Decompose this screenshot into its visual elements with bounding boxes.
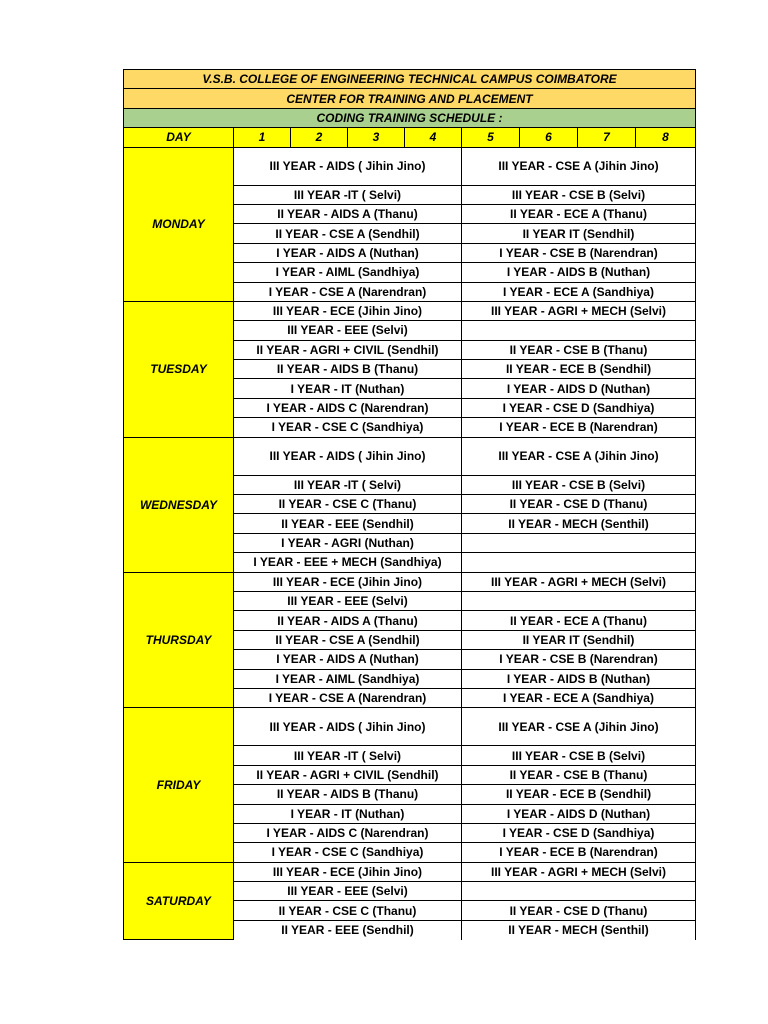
session-periods-1-4: I YEAR - CSE A (Narendran) [234,282,462,301]
session-periods-1-4: III YEAR -IT ( Selvi) [234,746,462,765]
period-header-6: 6 [520,128,578,147]
session-periods-1-4: II YEAR - AIDS B (Thanu) [234,785,462,804]
session-periods-5-8: I YEAR - AIDS D (Nuthan) [462,379,696,398]
session-periods-1-4: II YEAR - AIDS A (Thanu) [234,611,462,630]
session-periods-1-4: II YEAR - AGRI + CIVIL (Sendhil) [234,765,462,784]
session-periods-1-4: II YEAR - CSE C (Thanu) [234,495,462,514]
session-periods-1-4: I YEAR - EEE + MECH (Sandhiya) [234,553,462,572]
schedule-title: CODING TRAINING SCHEDULE : [124,108,696,127]
session-periods-5-8: III YEAR - CSE A (Jihin Jino) [462,147,696,185]
session-periods-1-4: I YEAR - CSE A (Narendran) [234,688,462,707]
session-periods-1-4: III YEAR - ECE (Jihin Jino) [234,572,462,591]
period-header-5: 5 [462,128,520,147]
session-periods-1-4: I YEAR - AGRI (Nuthan) [234,533,462,552]
session-periods-1-4: I YEAR - AIDS C (Narendran) [234,398,462,417]
schedule-body [124,70,696,940]
session-periods-5-8: I YEAR - ECE A (Sandhiya) [462,282,696,301]
schedule-row [124,862,696,881]
session-periods-5-8 [462,882,696,901]
session-periods-1-4: I YEAR - IT (Nuthan) [234,379,462,398]
schedule-row [124,708,696,746]
session-periods-5-8: III YEAR - AGRI + MECH (Selvi) [462,572,696,591]
center-title: CENTER FOR TRAINING AND PLACEMENT [124,89,696,108]
session-periods-5-8: I YEAR - AIDS B (Nuthan) [462,669,696,688]
session-periods-5-8: II YEAR - MECH (Senthil) [462,920,696,939]
session-periods-1-4: I YEAR - AIML (Sandhiya) [234,669,462,688]
session-periods-5-8: II YEAR IT (Sendhil) [462,224,696,243]
period-header-1: 1 [234,128,291,147]
session-periods-1-4: II YEAR - EEE (Sendhil) [234,514,462,533]
session-periods-5-8: II YEAR - CSE D (Thanu) [462,901,696,920]
session-periods-1-4: II YEAR - CSE A (Sendhil) [234,224,462,243]
session-periods-5-8: II YEAR IT (Sendhil) [462,630,696,649]
session-periods-1-4: III YEAR - AIDS ( Jihin Jino) [234,708,462,746]
schedule-row [124,301,696,320]
session-periods-1-4: II YEAR - AIDS B (Thanu) [234,360,462,379]
session-periods-5-8: III YEAR - CSE B (Selvi) [462,746,696,765]
session-periods-5-8: I YEAR - ECE A (Sandhiya) [462,688,696,707]
period-header-2: 2 [291,128,348,147]
period-header-8: 8 [636,128,696,147]
college-title: V.S.B. COLLEGE OF ENGINEERING TECHNICAL CAMPUS COIMBATORE [124,70,696,89]
session-periods-5-8: I YEAR - AIDS D (Nuthan) [462,804,696,823]
session-periods-1-4: III YEAR - ECE (Jihin Jino) [234,862,462,881]
session-periods-5-8: I YEAR - CSE B (Narendran) [462,243,696,262]
session-periods-1-4: I YEAR - AIDS C (Narendran) [234,823,462,842]
session-periods-5-8: III YEAR - AGRI + MECH (Selvi) [462,862,696,881]
session-periods-5-8: II YEAR - ECE A (Thanu) [462,611,696,630]
session-periods-5-8 [462,321,696,340]
session-periods-5-8: III YEAR - CSE A (Jihin Jino) [462,708,696,746]
schedule-row [124,147,696,185]
header-row [124,128,696,147]
day-name-thursday: THURSDAY [124,572,234,708]
session-periods-5-8: I YEAR - AIDS B (Nuthan) [462,263,696,282]
session-periods-5-8: I YEAR - ECE B (Narendran) [462,418,696,437]
session-periods-1-4: I YEAR - AIDS A (Nuthan) [234,243,462,262]
session-periods-1-4: II YEAR - CSE C (Thanu) [234,901,462,920]
schedule-row [124,572,696,591]
session-periods-5-8: II YEAR - MECH (Senthil) [462,514,696,533]
session-periods-5-8: II YEAR - ECE B (Sendhil) [462,785,696,804]
session-periods-5-8: I YEAR - CSE D (Sandhiya) [462,823,696,842]
session-periods-5-8 [462,533,696,552]
title-row-college [124,70,696,89]
period-header-4: 4 [405,128,462,147]
session-periods-5-8: III YEAR - CSE B (Selvi) [462,185,696,204]
session-periods-5-8: II YEAR - CSE D (Thanu) [462,495,696,514]
session-periods-1-4: III YEAR -IT ( Selvi) [234,475,462,494]
period-header-7: 7 [578,128,636,147]
session-periods-1-4: III YEAR - ECE (Jihin Jino) [234,301,462,320]
session-periods-5-8: III YEAR - AGRI + MECH (Selvi) [462,301,696,320]
title-row-schedule [124,108,696,127]
session-periods-5-8: II YEAR - CSE B (Thanu) [462,765,696,784]
session-periods-1-4: I YEAR - AIML (Sandhiya) [234,263,462,282]
session-periods-1-4: II YEAR - AIDS A (Thanu) [234,204,462,223]
session-periods-1-4: III YEAR - AIDS ( Jihin Jino) [234,437,462,475]
session-periods-5-8: I YEAR - CSE B (Narendran) [462,650,696,669]
session-periods-1-4: I YEAR - AIDS A (Nuthan) [234,650,462,669]
session-periods-1-4: II YEAR - CSE A (Sendhil) [234,630,462,649]
session-periods-1-4: I YEAR - CSE C (Sandhiya) [234,843,462,862]
session-periods-1-4: III YEAR - AIDS ( Jihin Jino) [234,147,462,185]
schedule-table [123,69,696,940]
session-periods-1-4: II YEAR - AGRI + CIVIL (Sendhil) [234,340,462,359]
session-periods-5-8: I YEAR - CSE D (Sandhiya) [462,398,696,417]
session-periods-1-4: III YEAR -IT ( Selvi) [234,185,462,204]
session-periods-1-4: II YEAR - EEE (Sendhil) [234,920,462,939]
day-name-monday: MONDAY [124,147,234,301]
day-name-friday: FRIDAY [124,708,234,862]
session-periods-5-8 [462,553,696,572]
session-periods-5-8: II YEAR - CSE B (Thanu) [462,340,696,359]
day-name-tuesday: TUESDAY [124,301,234,437]
session-periods-5-8 [462,591,696,610]
session-periods-1-4: III YEAR - EEE (Selvi) [234,321,462,340]
session-periods-1-4: III YEAR - EEE (Selvi) [234,591,462,610]
session-periods-5-8: III YEAR - CSE B (Selvi) [462,475,696,494]
session-periods-5-8: II YEAR - ECE A (Thanu) [462,204,696,223]
session-periods-1-4: I YEAR - IT (Nuthan) [234,804,462,823]
session-periods-1-4: I YEAR - CSE C (Sandhiya) [234,418,462,437]
schedule-row [124,437,696,475]
session-periods-5-8: III YEAR - CSE A (Jihin Jino) [462,437,696,475]
day-name-wednesday: WEDNESDAY [124,437,234,572]
title-row-center [124,89,696,108]
period-header-3: 3 [348,128,405,147]
session-periods-1-4: III YEAR - EEE (Selvi) [234,882,462,901]
session-periods-5-8: I YEAR - ECE B (Narendran) [462,843,696,862]
session-periods-5-8: II YEAR - ECE B (Sendhil) [462,360,696,379]
day-header: DAY [124,128,234,147]
day-name-saturday: SATURDAY [124,862,234,940]
